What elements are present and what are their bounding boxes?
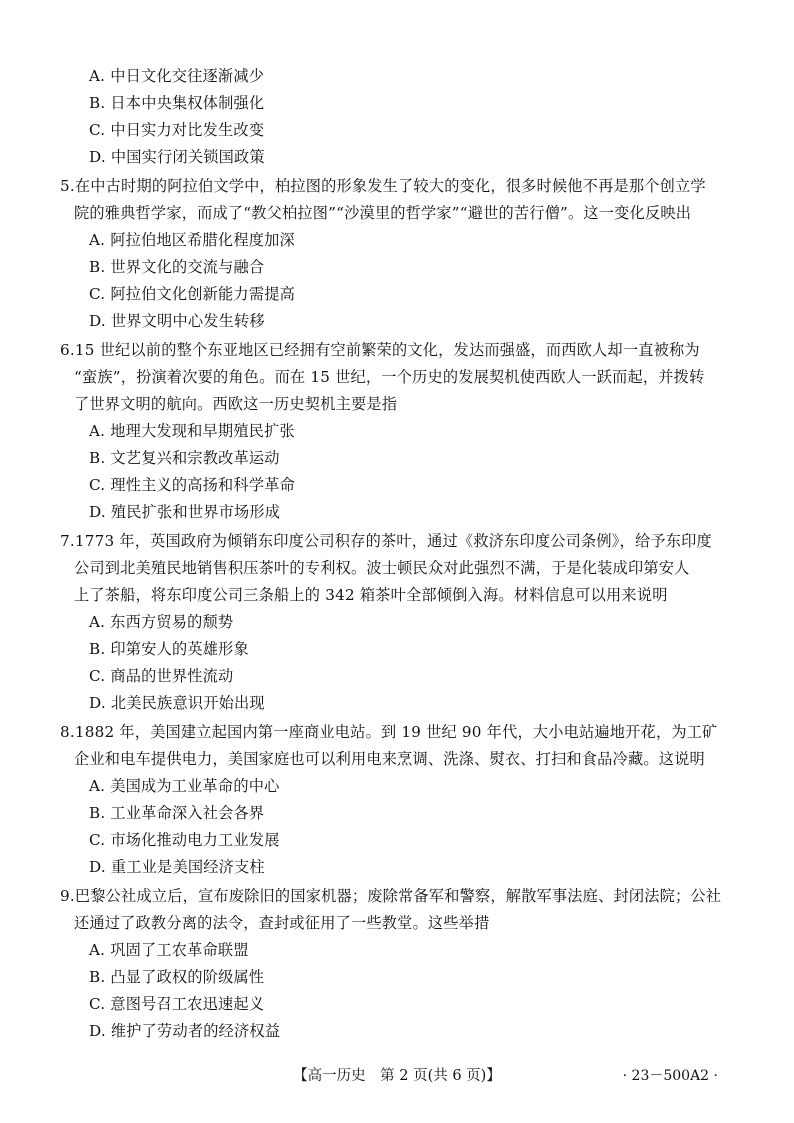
q6-option-a: A. 地理大发现和早期殖民扩张	[89, 422, 295, 440]
q9-option-d: D. 维护了劳动者的经济权益	[89, 1022, 281, 1040]
q8-stem-line-2: 企业和电车提供电力，美国家庭也可以利用电来烹调、洗涤、熨衣、打扫和食品冷藏。这说明	[74, 750, 705, 768]
q7-option-c: C. 商品的世界性流动	[89, 667, 234, 685]
q5-stem-line-2: 院的雅典哲学家，而成了“教父柏拉图”“沙漠里的哲学家”“避世的苦行僧”。这一变化反映出	[74, 204, 692, 222]
q8-option-d: D. 重工业是美国经济支柱	[89, 858, 265, 876]
q7-stem-line-1: 7.1773 年，英国政府为倾销东印度公司积存的茶叶，通过《救济东印度公司条例》，给予东印度	[60, 532, 712, 550]
q5-option-a: A. 阿拉伯地区希腊化程度加深	[89, 231, 295, 249]
q9-stem-line-2: 还通过了政教分离的法令，查封或征用了一些教堂。这些举措	[74, 914, 490, 932]
q4-option-c: C. 中日实力对比发生改变	[89, 121, 265, 139]
q5-option-c: C. 阿拉伯文化创新能力需提高	[89, 285, 295, 303]
q8-option-c: C. 市场化推动电力工业发展	[89, 831, 280, 849]
q7-option-a: A. 东西方贸易的颓势	[89, 613, 234, 631]
q6-option-b: B. 文艺复兴和宗教改革运动	[89, 449, 280, 467]
q6-stem-line-2: “蛮族”，扮演着次要的角色。而在 15 世纪，一个历史的发展契机使西欧人一跃而起，并拨转	[74, 368, 705, 386]
q4-option-b: B. 日本中央集权体制强化	[89, 94, 265, 112]
paper-code: · 23－500A2 ·	[622, 1068, 718, 1084]
q4-option-a: A. 中日文化交往逐渐减少	[89, 67, 265, 85]
q7-option-d: D. 北美民族意识开始出现	[89, 694, 265, 712]
q5-stem-line-1: 5.在中古时期的阿拉伯文学中，柏拉图的形象发生了较大的变化，很多时候他不再是那个创立学	[60, 177, 706, 195]
q6-option-d: D. 殖民扩张和世界市场形成	[89, 503, 281, 521]
q6-option-c: C. 理性主义的高扬和科学革命	[89, 476, 295, 494]
q6-stem-line-1: 6.15 世纪以前的整个东亚地区已经拥有空前繁荣的文化，发达而强盛，而西欧人却一直被称为	[60, 341, 700, 359]
q9-option-b: B. 凸显了政权的阶级属性	[89, 968, 265, 986]
q9-stem-line-1: 9.巴黎公社成立后，宣布废除旧的国家机器；废除常备军和警察，解散军事法庭、封闭法院；公社	[60, 887, 722, 905]
q5-option-d: D. 世界文明中心发生转移	[89, 312, 265, 330]
page-footer-label: 【高一历史 第 2 页(共 6 页)】	[293, 1068, 501, 1084]
q8-option-a: A. 美国成为工业革命的中心	[89, 777, 280, 795]
q7-stem-line-3: 上了茶船，将东印度公司三条船上的 342 箱茶叶全部倾倒入海。材料信息可以用来说明	[74, 586, 668, 604]
q5-option-b: B. 世界文化的交流与融合	[89, 258, 265, 276]
q9-option-c: C. 意图号召工农迅速起义	[89, 995, 265, 1013]
q4-option-d: D. 中国实行闭关锁国政策	[89, 148, 265, 166]
q7-option-b: B. 印第安人的英雄形象	[89, 640, 249, 658]
q6-stem-line-3: 了世界文明的航向。西欧这一历史契机主要是指	[74, 395, 398, 413]
q7-stem-line-2: 公司到北美殖民地销售积压茶叶的专利权。波士顿民众对此强烈不满，于是化装成印第安人	[74, 559, 690, 577]
q8-option-b: B. 工业革命深入社会各界	[89, 804, 265, 822]
q9-option-a: A. 巩固了工农革命联盟	[89, 941, 249, 959]
q8-stem-line-1: 8.1882 年，美国建立起国内第一座商业电站。到 19 世纪 90 年代，大小电站遍地开花，为工矿	[60, 723, 718, 741]
